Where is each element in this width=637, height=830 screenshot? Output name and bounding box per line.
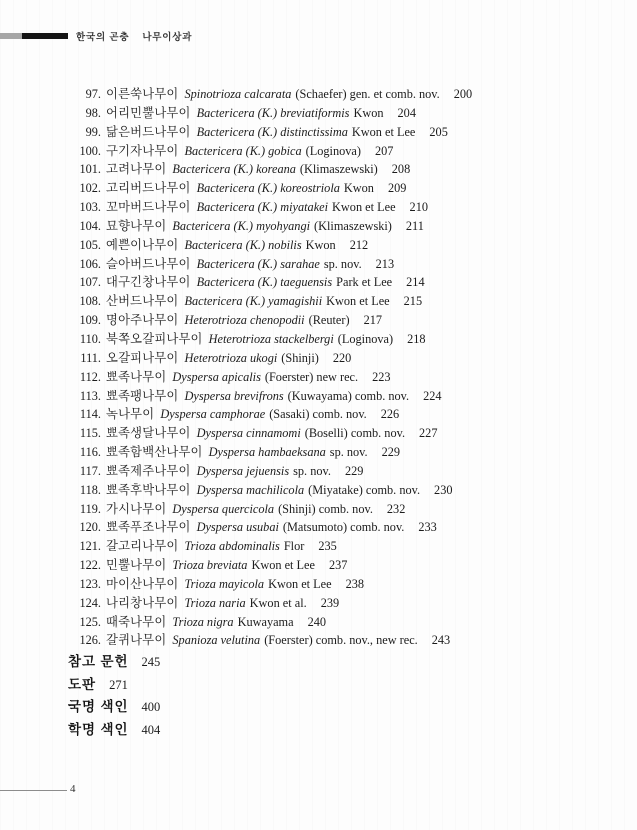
entry-scientific-name: Bactericera (K.) sarahae: [196, 256, 320, 271]
section-page-number: 400: [141, 700, 161, 715]
entry-page-number: 239: [320, 595, 340, 610]
entry-korean-name: 갈퀴나무이: [106, 633, 167, 648]
entry-korean-name: 뾰족푸조나무이: [106, 520, 191, 535]
entry-scientific-name: Bactericera (K.) distinctissima: [196, 124, 348, 139]
entry-page-number: 229: [381, 445, 401, 460]
entry-scientific-name: Dyspersa usubai: [196, 520, 279, 535]
entry-korean-name: 가시나무이: [106, 501, 167, 516]
entry-author: Kwon: [305, 237, 336, 252]
entry-number: 115.: [79, 426, 101, 441]
section-entry: [68, 719, 160, 742]
entry-korean-name: 북쪽오갈피나무이: [106, 331, 203, 346]
entry-page-number: 223: [372, 369, 391, 384]
entry-number: 101.: [79, 162, 101, 177]
entry-scientific-name: Spanioza velutina: [172, 633, 261, 648]
entry-korean-name: 뾰족팽나무이: [106, 388, 179, 403]
entry-korean-name: 마이산나무이: [106, 576, 179, 591]
entry-scientific-name: Dyspersa brevifrons: [184, 388, 284, 403]
entry-number: 97.: [85, 87, 101, 101]
entry-korean-name: 나리창나무이: [106, 595, 179, 610]
entry-page-number: 238: [345, 576, 365, 591]
entry-korean-name: 명아주나무이: [106, 313, 179, 328]
toc-entry: [0, 368, 637, 387]
entry-page-number: 232: [386, 501, 406, 516]
entry-number: 120.: [79, 520, 101, 535]
entry-author: (Kuwayama) comb. nov.: [287, 388, 410, 403]
toc-entry: [0, 556, 637, 575]
toc-entry: [0, 217, 637, 236]
entry-scientific-name: Bactericera (K.) nobilis: [184, 237, 302, 252]
entry-scientific-name: Trioza naria: [184, 595, 246, 610]
header-black-bar: [22, 33, 68, 39]
entry-page-number: 213: [375, 256, 395, 271]
entry-number: 103.: [79, 200, 101, 215]
entry-scientific-name: Dyspersa camphorae: [160, 407, 266, 422]
section-page-number: 271: [109, 677, 128, 692]
entry-author: (Foerster) comb. nov., new rec.: [264, 633, 418, 648]
entry-page-number: 230: [434, 482, 453, 497]
entry-author: Kuwayama: [237, 614, 294, 629]
entry-page-number: 243: [431, 633, 451, 648]
entry-number: 98.: [85, 105, 101, 120]
entry-page-number: 210: [409, 200, 428, 215]
entry-number: 122.: [79, 558, 101, 573]
entry-author: Kwon et Lee: [351, 124, 416, 139]
entry-number: 112.: [79, 369, 101, 384]
entry-korean-name: 예쁜이나무이: [106, 237, 179, 252]
entry-author: (Klimaszewski): [314, 218, 392, 233]
toc-entry: [0, 462, 637, 481]
entry-scientific-name: Dyspersa apicalis: [172, 369, 261, 384]
entry-korean-name: 뾰족제주나무이: [106, 463, 191, 478]
toc-entry: [0, 85, 637, 104]
entry-korean-name: 고리버드나무이: [106, 181, 191, 196]
entry-author: sp. nov.: [323, 256, 362, 271]
toc-entry: [0, 349, 637, 368]
section-entry: [68, 696, 160, 719]
entry-number: 100.: [79, 143, 101, 158]
entry-korean-name: 뾰족후박나무이: [106, 482, 191, 497]
entry-korean-name: 때죽나무이: [106, 614, 167, 629]
toc-entry: [0, 424, 637, 443]
entry-korean-name: 대구긴창나무이: [106, 275, 191, 290]
entry-korean-name: 이른쑥나무이: [106, 87, 179, 101]
entry-number: 121.: [79, 539, 101, 554]
toc-entry: [0, 631, 637, 650]
toc-entry: [0, 160, 637, 179]
entry-author: (Loginova): [305, 143, 361, 158]
entry-page-number: 226: [380, 407, 400, 422]
entry-scientific-name: Bactericera (K.) taeguensis: [196, 275, 333, 290]
entry-page-number: 211: [405, 218, 424, 233]
section-entry: [68, 651, 160, 674]
entry-author: (Boselli) comb. nov.: [304, 426, 406, 441]
entry-author: Kwon et al.: [249, 595, 307, 610]
entry-number: 117.: [79, 463, 101, 478]
entry-korean-name: 고려나무이: [106, 162, 167, 177]
entry-author: sp. nov.: [329, 445, 368, 460]
entry-number: 110.: [79, 331, 101, 346]
section-label: 참고 문헌: [68, 654, 129, 669]
toc-entry: [0, 311, 637, 330]
entry-korean-name: 어리민뿔나무이: [106, 105, 191, 120]
entry-number: 108.: [79, 294, 101, 309]
entry-scientific-name: Dyspersa quercicola: [172, 501, 275, 516]
toc-entry: [0, 179, 637, 198]
entry-author: Kwon: [343, 181, 374, 196]
entry-korean-name: 뾰족생달나무이: [106, 426, 191, 441]
entry-author: sp. nov.: [293, 463, 331, 478]
entry-page-number: 240: [307, 614, 327, 629]
entry-number: 125.: [79, 614, 101, 629]
entry-korean-name: 구기자나무이: [106, 143, 179, 158]
entry-page-number: 227: [419, 426, 438, 441]
entry-author: Kwon et Lee: [251, 558, 315, 573]
entry-author: (Miyatake) comb. nov.: [308, 482, 421, 497]
entry-author: Kwon et Lee: [326, 294, 390, 309]
entry-page-number: 214: [406, 275, 425, 290]
toc-entry: [0, 142, 637, 161]
entry-number: 116.: [79, 445, 101, 460]
entry-number: 119.: [79, 501, 101, 516]
entry-number: 124.: [79, 595, 101, 610]
entry-number: 114.: [79, 407, 101, 422]
entry-page-number: 215: [403, 294, 423, 309]
entry-page-number: 205: [429, 124, 448, 139]
toc-entry: [0, 273, 637, 292]
entry-author: Kwon: [353, 105, 384, 120]
toc-entry: [0, 123, 637, 142]
entry-page-number: 209: [387, 181, 407, 196]
entry-number: 102.: [79, 181, 101, 196]
entry-korean-name: 슬아버드나무이: [106, 256, 191, 271]
entry-page-number: 224: [423, 388, 442, 403]
entry-number: 99.: [85, 124, 101, 139]
entry-number: 107.: [79, 275, 101, 290]
entry-author: Kwon et Lee: [268, 576, 332, 591]
entry-korean-name: 민뿔나무이: [106, 558, 167, 573]
footer-rule: [0, 790, 67, 791]
entry-korean-name: 닮은버드나무이: [106, 124, 191, 139]
toc-entry: [0, 518, 637, 537]
book-title: 한국의 곤충: [76, 32, 130, 43]
header-gray-bar: [0, 33, 22, 39]
toc-entry: [0, 198, 637, 217]
entry-scientific-name: Bactericera (K.) myohyangi: [172, 218, 311, 233]
page-number: 4: [70, 783, 76, 795]
entry-author: (Matsumoto) comb. nov.: [282, 520, 405, 535]
entry-scientific-name: Heterotrioza ukogi: [184, 350, 278, 365]
running-header: [76, 29, 192, 43]
entry-page-number: 233: [418, 520, 437, 535]
entry-number: 118.: [79, 482, 101, 497]
entry-page-number: 200: [453, 87, 473, 101]
toc-entry: [0, 330, 637, 349]
toc-list: [0, 85, 637, 650]
entry-scientific-name: Trioza abdominalis: [184, 539, 280, 554]
entry-korean-name: 묘향나무이: [106, 218, 167, 233]
entry-scientific-name: Dyspersa jejuensis: [196, 463, 290, 478]
toc-entry: [0, 236, 637, 255]
entry-scientific-name: Heterotrioza stackelbergi: [208, 331, 334, 346]
entry-number: 106.: [79, 256, 101, 271]
entry-korean-name: 갈고리나무이: [106, 539, 179, 554]
entry-number: 105.: [79, 237, 101, 252]
entry-korean-name: 녹나무이: [106, 407, 155, 422]
toc-entry: [0, 387, 637, 406]
entry-korean-name: 오갈피나무이: [106, 350, 179, 365]
entry-korean-name: 산버드나무이: [106, 294, 179, 309]
entry-scientific-name: Dyspersa cinnamomi: [196, 426, 301, 441]
entry-korean-name: 뾰족함백산나무이: [106, 445, 203, 460]
entry-author: Kwon et Lee: [332, 200, 396, 215]
section-label: 도판: [68, 676, 97, 692]
entry-number: 113.: [79, 388, 101, 403]
toc-entry: [0, 443, 637, 462]
entry-scientific-name: Trioza nigra: [172, 614, 234, 629]
toc-entry: [0, 575, 637, 594]
section-page-number: 404: [141, 722, 161, 737]
entry-page-number: 218: [407, 331, 426, 346]
entry-page-number: 212: [349, 237, 369, 252]
entry-number: 104.: [79, 218, 101, 233]
entry-scientific-name: Dyspersa hambaeksana: [208, 445, 326, 460]
entry-scientific-name: Bactericera (K.) miyatakei: [196, 200, 329, 215]
toc-entry: [0, 594, 637, 613]
entry-author: (Schaefer) gen. et comb. nov.: [295, 87, 440, 101]
toc-entry: [0, 255, 637, 274]
entry-korean-name: 꼬마버드나무이: [106, 200, 191, 215]
entry-author: (Sasaki) comb. nov.: [269, 407, 367, 422]
section-entry: [68, 674, 160, 697]
section-label: 국명 색인: [68, 699, 129, 715]
toc-entry: [0, 481, 637, 500]
entry-page-number: 207: [374, 143, 394, 158]
entry-page-number: 220: [332, 350, 352, 365]
entry-author: (Reuter): [308, 313, 350, 328]
entry-author: (Shinji) comb. nov.: [278, 501, 373, 516]
entry-author: Park et Lee: [336, 275, 393, 290]
entry-korean-name: 뾰족나무이: [106, 369, 167, 384]
entry-scientific-name: Trioza mayicola: [184, 576, 265, 591]
entry-scientific-name: Dyspersa machilicola: [196, 482, 305, 497]
entry-page-number: 237: [328, 558, 348, 573]
entry-author: Flor: [283, 539, 305, 554]
toc-entry: [0, 292, 637, 311]
entry-scientific-name: Bactericera (K.) gobica: [184, 143, 302, 158]
entry-number: 126.: [79, 633, 101, 648]
entry-scientific-name: Bactericera (K.) koreana: [172, 162, 296, 177]
toc-entry: [0, 537, 637, 556]
entry-page-number: 208: [391, 162, 411, 177]
entry-scientific-name: Spinotrioza calcarata: [184, 87, 292, 101]
entry-number: 123.: [79, 576, 101, 591]
section-page-number: 245: [141, 655, 161, 669]
entry-number: 111.: [80, 350, 101, 365]
entry-author: (Foerster) new rec.: [264, 369, 359, 384]
entry-scientific-name: Trioza breviata: [172, 558, 248, 573]
entry-scientific-name: Bactericera (K.) koreostriola: [196, 181, 340, 196]
entry-page-number: 217: [363, 313, 383, 328]
entry-scientific-name: Bactericera (K.) yamagishii: [184, 294, 323, 309]
toc-entry: [0, 613, 637, 632]
entry-page-number: 235: [318, 539, 337, 554]
toc-entry: [0, 104, 637, 123]
toc-entry: [0, 500, 637, 519]
entry-scientific-name: Bactericera (K.) breviatiformis: [196, 105, 350, 120]
entry-author: (Loginova): [337, 331, 394, 346]
entry-number: 109.: [79, 313, 101, 328]
entry-page-number: 229: [344, 463, 364, 478]
entry-page-number: 204: [397, 105, 416, 120]
toc-entry: [0, 405, 637, 424]
entry-author: (Shinji): [281, 350, 319, 365]
back-matter-sections: [68, 651, 160, 741]
section-label: 학명 색인: [68, 721, 129, 737]
chapter-title: 나무이상과: [142, 32, 193, 43]
entry-author: (Klimaszewski): [299, 162, 378, 177]
entry-scientific-name: Heterotrioza chenopodii: [184, 313, 305, 328]
